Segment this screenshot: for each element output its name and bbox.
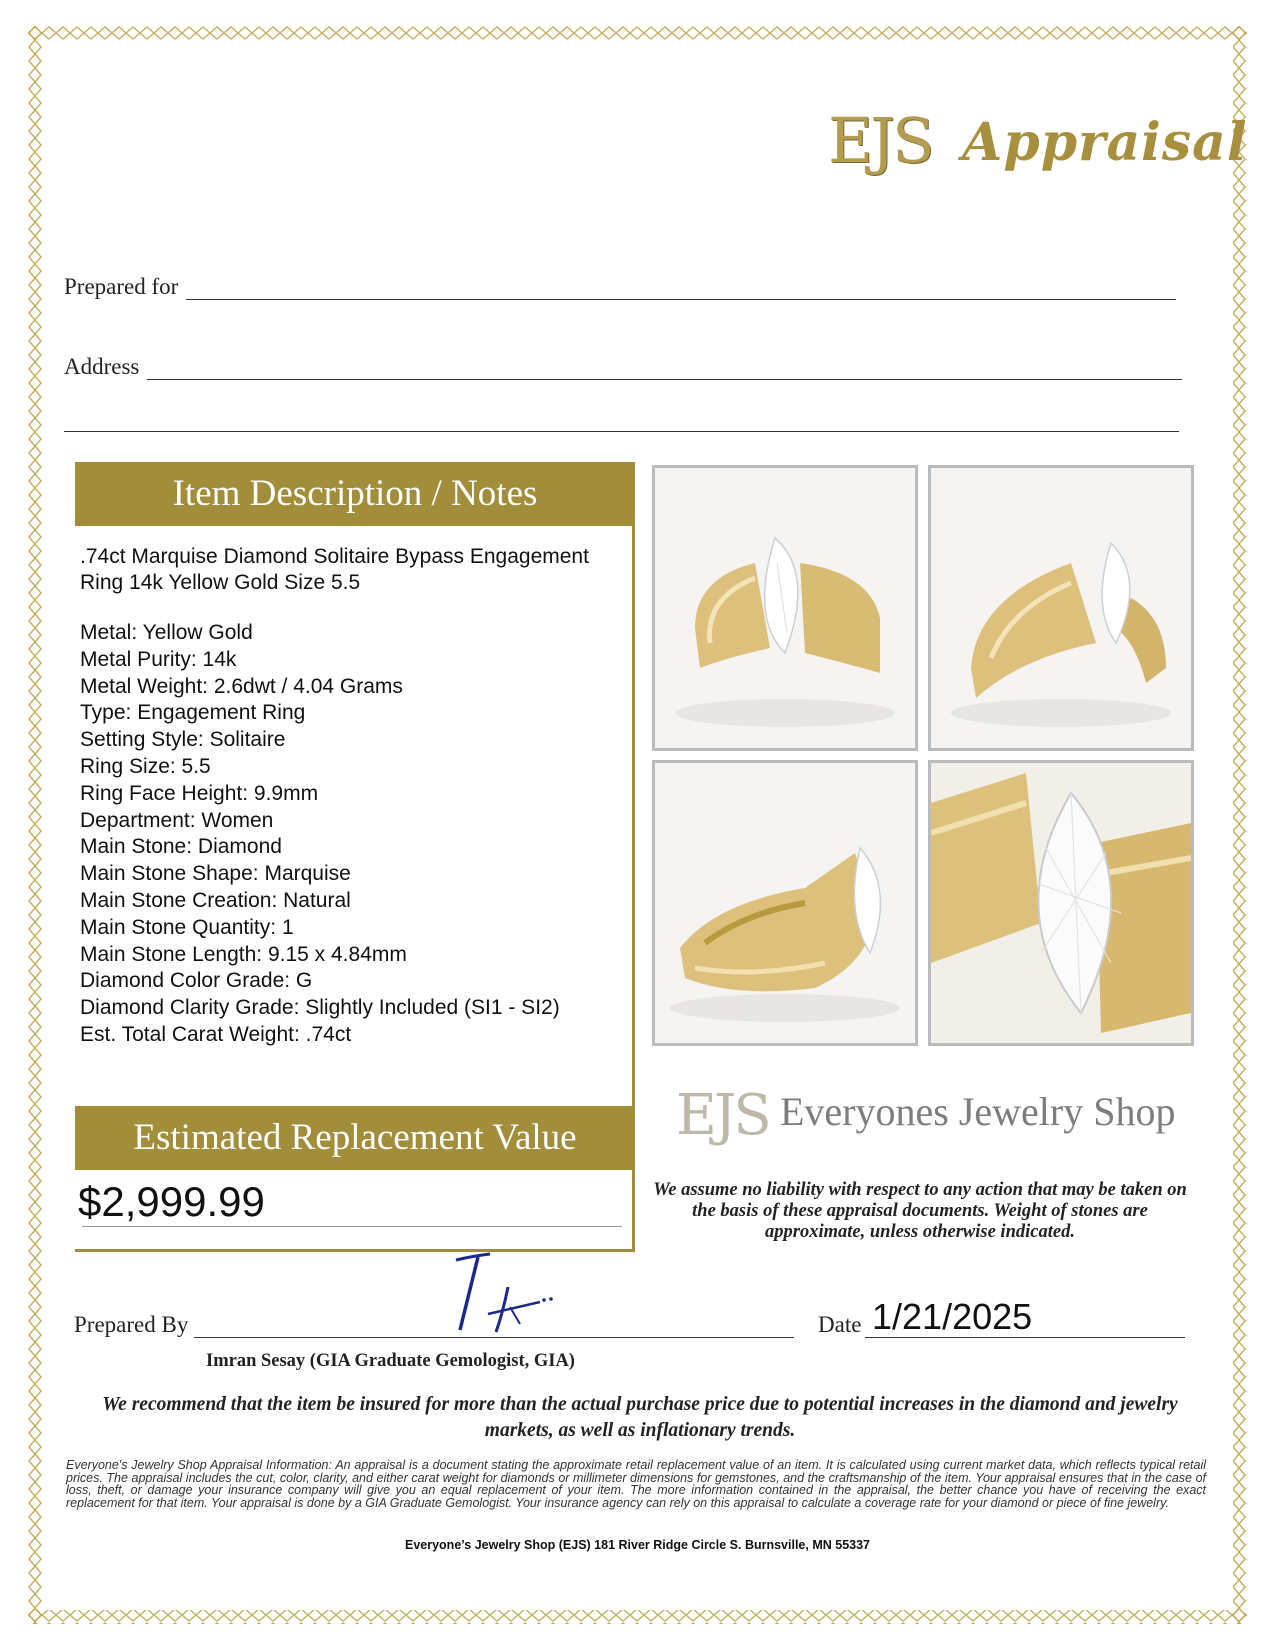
spec-line: Metal Weight: 2.6dwt / 4.04 Grams bbox=[80, 674, 403, 698]
spec-line: Main Stone: Diamond bbox=[80, 835, 282, 859]
ring-image bbox=[931, 468, 1191, 748]
spec-line: Main Stone Length: 9.15 x 4.84mm bbox=[80, 942, 407, 966]
appraisal-fine-print: Everyone's Jewelry Shop Appraisal Information: An appraisal is a document stating the approximate retail replacement value of an item. It is calculated using current market data, which reflects typical retail prices. The appraisal includes the cut, color, clarity, and either carat weight for diamonds or millimeter dimensions for gemstones, and the craftsmanship of the item. Your appraisal ensures that in the case of loss, theft, or damage your insurance company will give you an equal replacement of your item. The more information contained in the appraisal, the better chance you have of receiving the exact replacement for that item. Your appraisal is done by a GIA Graduate Gemologist. Your insurance agency can rely on this appraisal to calculate a coverage rate for your diamond or piece of fine jewelry. bbox=[66, 1458, 1206, 1510]
date-value: 1/21/2025 bbox=[872, 1296, 1033, 1337]
spec-line: Type: Engagement Ring bbox=[80, 701, 306, 725]
insurance-recommendation: We recommend that the item be insured for more than the actual purchase price due to potential increases in the diamond and jewelry markets, as well as inflationary trends. bbox=[102, 1394, 1178, 1441]
shop-name: Everyones Jewelry Shop bbox=[780, 1089, 1176, 1134]
price-underline bbox=[82, 1226, 622, 1227]
spec-line: Diamond Clarity Grade: Slightly Included (SI1 - SI2) bbox=[80, 996, 560, 1020]
spec-line: Setting Style: Solitaire bbox=[80, 728, 286, 752]
spec-line: Main Stone Quantity: 1 bbox=[80, 915, 294, 939]
spec-line: Metal Purity: 14k bbox=[80, 647, 237, 671]
prepared-for-field[interactable] bbox=[186, 278, 1176, 300]
shop-monogram: EJS bbox=[676, 1083, 769, 1148]
ejs-monogram: EJS bbox=[828, 104, 932, 177]
prepared-for-row bbox=[64, 274, 1176, 300]
address-row-2 bbox=[64, 410, 1179, 432]
item-title: .74ct Marquise Diamond Solitaire Bypass Engagement Ring 14k Yellow Gold Size 5.5 bbox=[80, 545, 589, 594]
gemologist-name: Imran Sesay (GIA Graduate Gemologist, GIA) bbox=[206, 1351, 575, 1371]
address-row bbox=[64, 354, 1182, 380]
liability-disclaimer: We assume no liability with respect to any action that may be taken on the basis of these appraisal documents. Weight of stones are approximate, unless otherwise indicated. bbox=[653, 1180, 1187, 1242]
ring-photo-2[interactable] bbox=[928, 465, 1194, 751]
spec-line: Metal: Yellow Gold bbox=[80, 621, 253, 644]
ring-photo-1[interactable] bbox=[652, 465, 918, 751]
address-field-1[interactable] bbox=[147, 358, 1182, 380]
spec-line: Department: Women bbox=[80, 808, 274, 832]
replacement-value-header: Estimated Replacement Value bbox=[75, 1106, 635, 1170]
spec-line: Main Stone Shape: Marquise bbox=[80, 862, 351, 886]
spec-line: Est. Total Carat Weight: .74ct bbox=[80, 1022, 352, 1046]
replacement-value-amount: $2,999.99 bbox=[78, 1178, 265, 1225]
ring-image bbox=[931, 763, 1191, 1043]
spec-line: Main Stone Creation: Natural bbox=[80, 888, 351, 912]
prepared-by-row bbox=[74, 1312, 794, 1338]
spec-line: Ring Size: 5.5 bbox=[80, 754, 211, 778]
ring-image bbox=[655, 763, 915, 1043]
appraisal-wordmark: Appraisal bbox=[962, 112, 1248, 173]
item-description-header: Item Description / Notes bbox=[75, 462, 635, 526]
date-label: Date bbox=[818, 1312, 862, 1337]
footer-address: Everyone’s Jewelry Shop (EJS) 181 River Ridge Circle S. Burnsville, MN 55337 bbox=[404, 1538, 870, 1552]
spec-line: Diamond Color Grade: G bbox=[80, 969, 313, 993]
ring-image bbox=[655, 468, 915, 748]
prepared-by-field[interactable] bbox=[194, 1316, 794, 1338]
address-label: Address bbox=[64, 354, 140, 379]
address-field-2[interactable] bbox=[64, 410, 1179, 432]
item-specs bbox=[80, 620, 560, 1049]
spec-line: Ring Face Height: 9.9mm bbox=[80, 781, 319, 805]
prepared-by-label: Prepared By bbox=[74, 1312, 189, 1337]
appraisal-logo bbox=[828, 104, 1248, 214]
prepared-for-label: Prepared for bbox=[64, 274, 179, 299]
ring-photo-3[interactable] bbox=[652, 760, 918, 1046]
ring-photo-4[interactable] bbox=[928, 760, 1194, 1046]
